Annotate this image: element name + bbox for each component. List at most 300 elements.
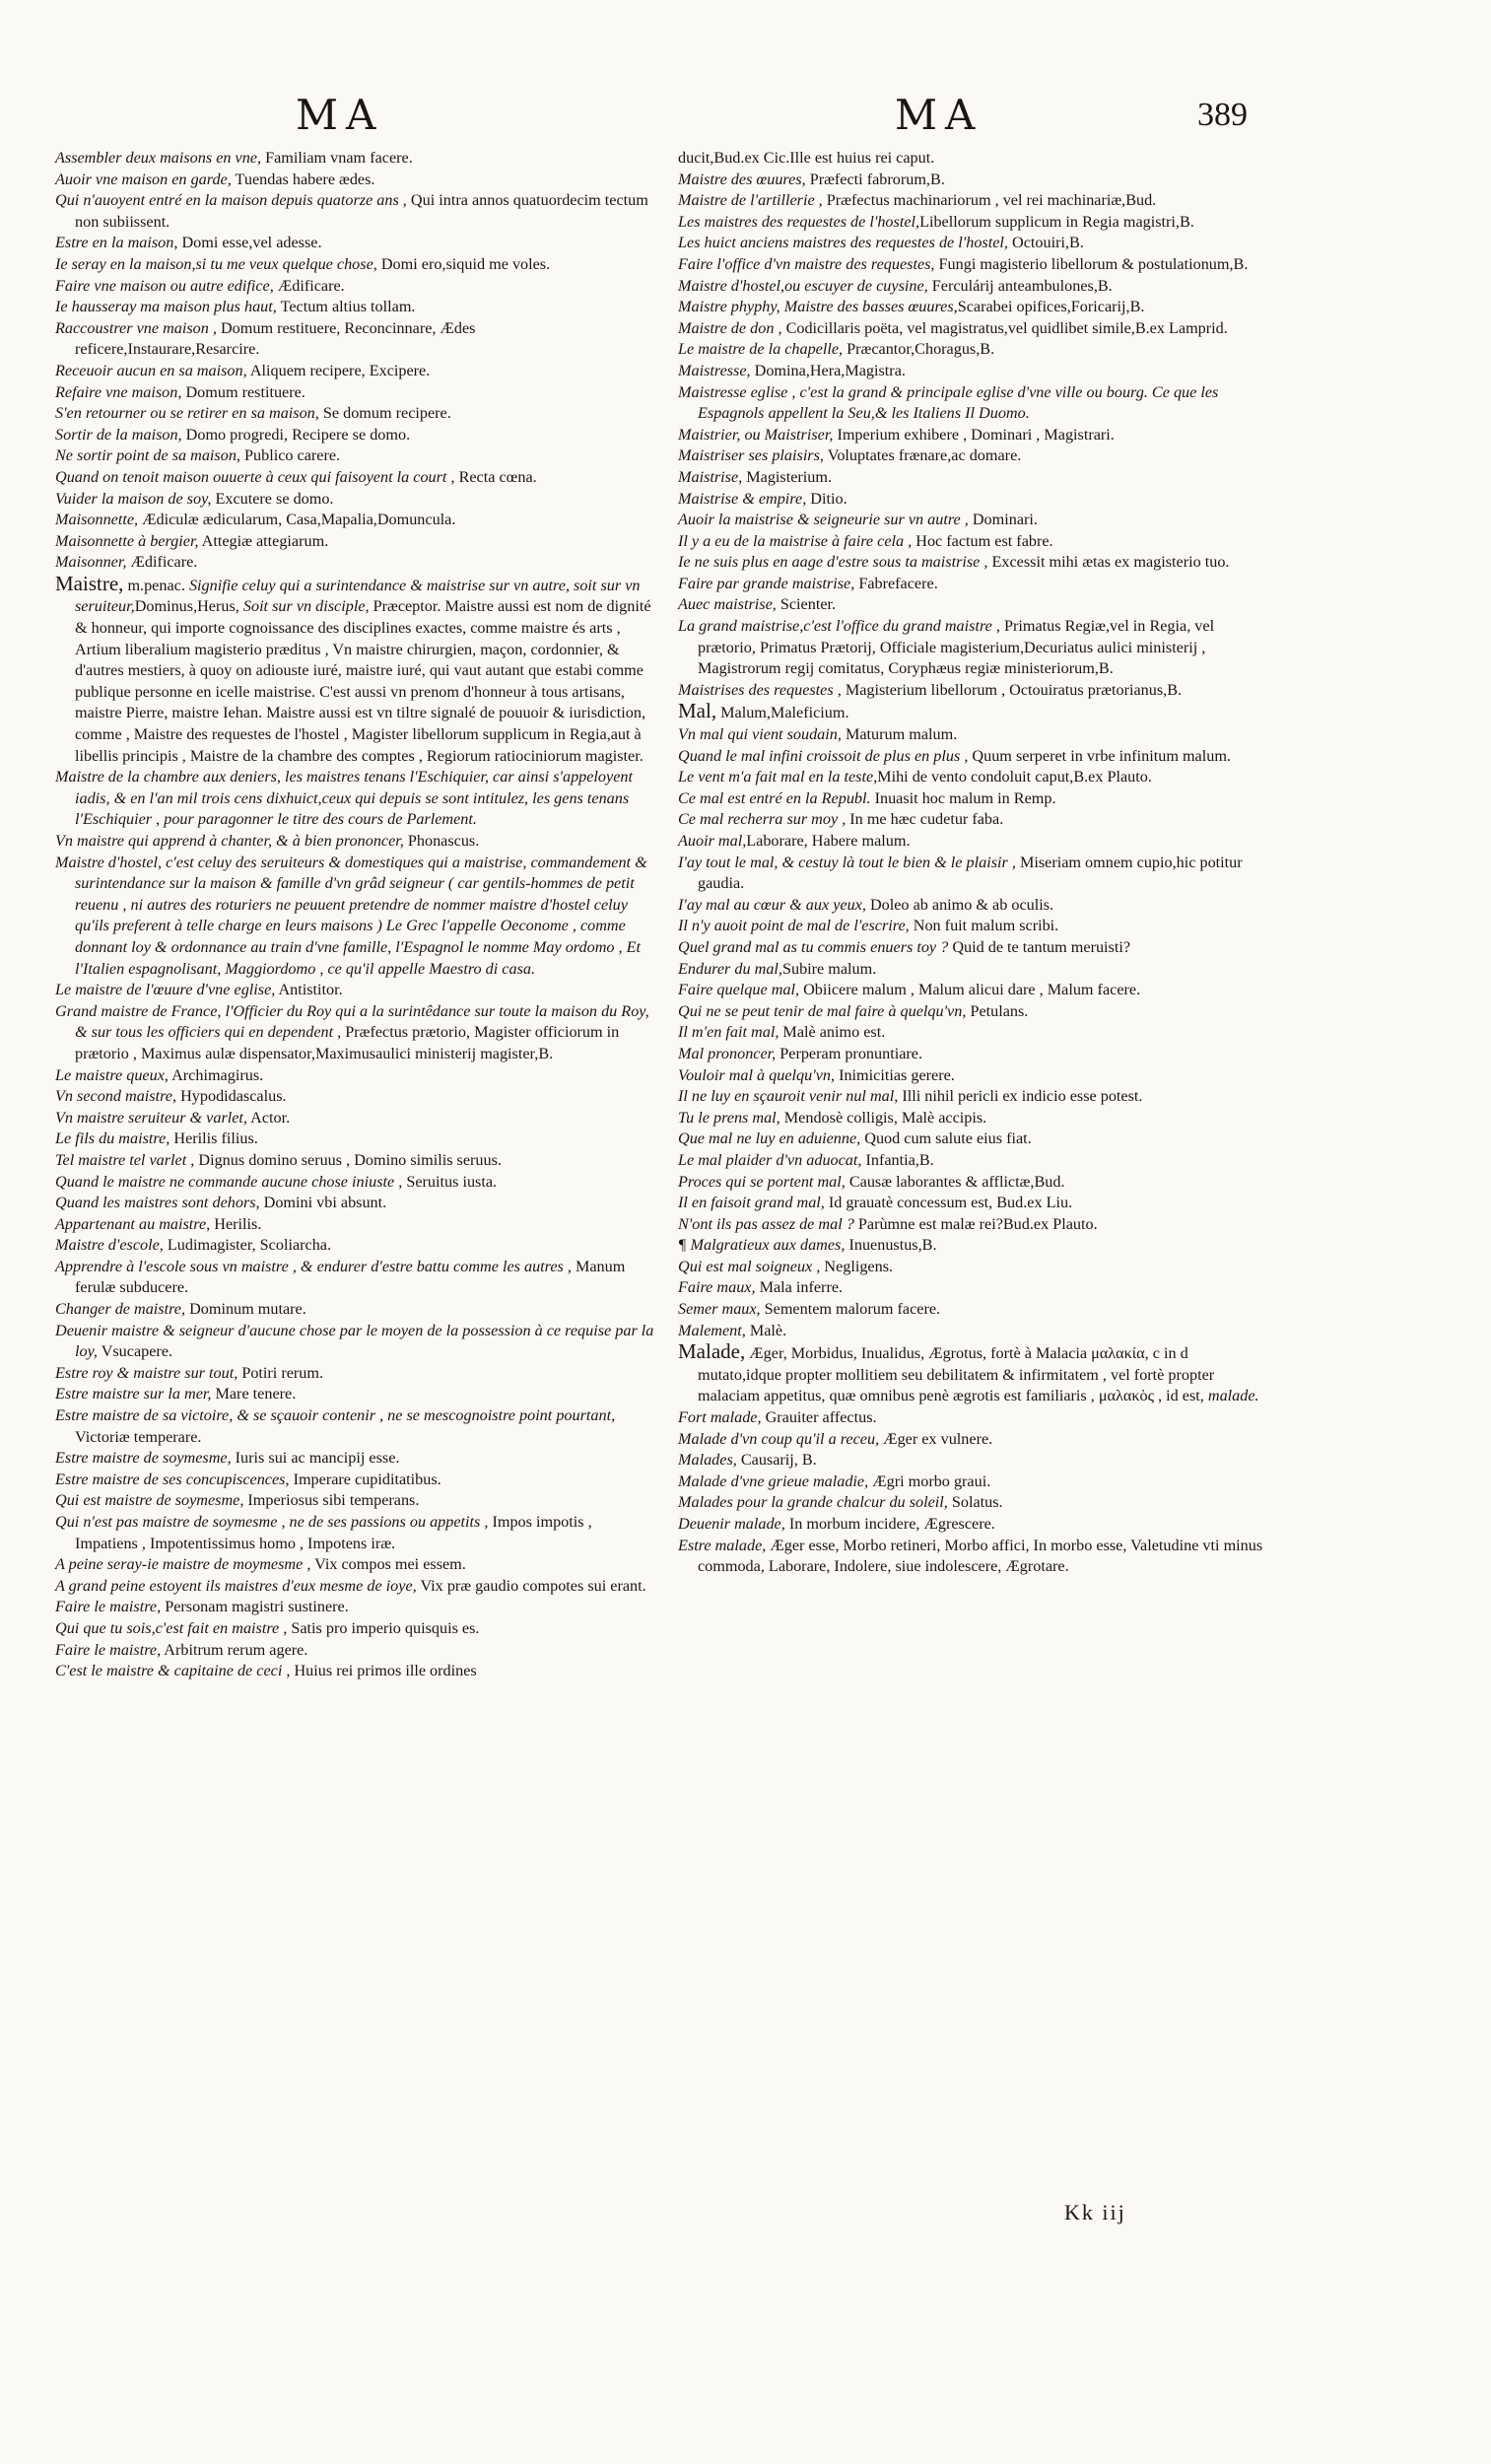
french-phrase: I'ay tout le mal, & cestuy là tout le bien & le plaisir , <box>678 853 1016 871</box>
latin-gloss: Herilis. <box>210 1214 262 1233</box>
dictionary-entry <box>55 170 654 191</box>
latin-gloss: Miseriam omnem cupio,hic potitur gaudia. <box>698 853 1243 893</box>
latin-gloss: Illi nihil pericli ex indicio esse potest. <box>898 1087 1143 1106</box>
latin-gloss: m.penac. <box>123 576 189 594</box>
right-running-head: MA <box>895 91 983 139</box>
latin-gloss: Archimagirus. <box>168 1065 264 1084</box>
french-phrase: Les maistres des requestes de l'hostel, <box>678 212 920 231</box>
dictionary-entry <box>55 1554 654 1576</box>
dictionary-entry <box>55 767 654 831</box>
dictionary-entry <box>55 1618 654 1640</box>
french-phrase: Le vent m'a fait mal en la teste, <box>678 768 878 787</box>
latin-gloss: Iuris sui ac mancipij esse. <box>231 1449 400 1468</box>
dictionary-entry <box>55 233 654 254</box>
dictionary-entry <box>678 318 1269 340</box>
latin-gloss: Potiri rerum. <box>237 1363 324 1382</box>
latin-gloss: Præfectus prætorio, Magister officiorum in prætorio , Maximus aulæ dispensator,Maximusaulici ministerij magister,B. <box>75 1023 620 1062</box>
latin-gloss: Æger ex vulnere. <box>879 1429 993 1448</box>
dictionary-entry <box>678 1429 1269 1451</box>
french-phrase: Maistriser ses plaisirs, <box>678 446 824 465</box>
latin-gloss: Fabrefacere. <box>854 574 938 592</box>
dictionary-entry <box>55 571 654 767</box>
french-phrase: Tel maistre tel varlet , <box>55 1150 195 1169</box>
french-phrase: Maisonner, <box>55 553 127 572</box>
latin-gloss: Infantia,B. <box>861 1150 934 1169</box>
latin-gloss: Primatus Regiæ,vel in Regia, vel prætorio, Primatus Prætorij, Officiale magisterium,Decuriatus aulici ministerij , Magistrorum regij comitatus, Coryphæus regiæ ministeriorum,B. <box>698 617 1215 678</box>
french-phrase: Maistresse, <box>678 361 751 379</box>
dictionary-entry <box>55 1257 654 1299</box>
dictionary-entry <box>55 425 654 446</box>
french-phrase: Quand le mal infini croissoit de plus en plus , <box>678 746 969 765</box>
dictionary-entry <box>55 1214 654 1236</box>
french-phrase: Malades pour la grande chalcur du soleil, <box>678 1493 948 1512</box>
latin-gloss: Causarij, B. <box>736 1451 817 1470</box>
latin-gloss: Mare tenere. <box>211 1385 297 1403</box>
dictionary-entry <box>678 788 1269 810</box>
dictionary-entry <box>55 382 654 404</box>
latin-gloss: Præceptor. Maistre aussi est nom de dignité & honneur, qui importe cognoissance des disciplines exactes, comme maistre és arts , Artium liberalium magisterio præditus , Vn maistre chirurgien, maçon, cordonnier, & d'autres mestiers, à quoy on adiouste iuré, maistre iuré, qui vaut autant que estabi comme publique personne en icelle maistrise. C'est aussi vn prenom d'honneur à tous artisans, maistre Pierre, maistre Iehan. Maistre aussi est vn tiltre signalé de pouuoir & iurisdiction, comme , Maistre des requestes de l'hostel , Magister libellorum supplicum in Regia,aut à libellis principis , Maistre de la chambre des comptes , Regiorum ratiociniorum magister. <box>75 597 651 765</box>
french-phrase: Maistre d'hostel, c'est celuy des seruiteurs & domestiques qui a maistrise, commandement & surintendance sur la maison & famille d'vn grâd seigneur ( car gentils-hommes de petit reuenu , ni autres des roturiers ne peuuent pretendre de nommer maistre d'hostel celuy qu'ils preferent à telle charge en leurs maisons ) Le Grec l'appelle Oeconome , comme donnant loy & ordonnance au train d'vne famille, l'Espagnol le nomme May ordomo , Et l'Italien espagnolisant, Maggiordomo , ce qu'il appelle Maestro di casa. <box>55 853 647 978</box>
latin-gloss: Imperare cupiditatibus. <box>289 1470 441 1488</box>
dictionary-entry <box>678 510 1269 531</box>
french-phrase: Raccoustrer vne maison , <box>55 318 217 337</box>
french-phrase: Qui ne se peut tenir de mal faire à quelqu'vn, <box>678 1001 967 1020</box>
latin-gloss: Ædificare. <box>273 276 345 295</box>
latin-gloss: In morbum incidere, Ægrescere. <box>784 1515 995 1533</box>
latin-gloss: Obiicere malum , Malum alicui dare , Malum facere. <box>799 981 1141 999</box>
dictionary-entry <box>678 959 1269 981</box>
latin-gloss: Quid de te tantum meruisti? <box>948 937 1131 956</box>
french-phrase: Il n'y auoit point de mal de l'escrire, <box>678 917 910 935</box>
dictionary-entry <box>678 980 1269 1001</box>
latin-gloss: Dignus domino seruus , Domino similis seruus. <box>194 1150 502 1169</box>
dictionary-entry <box>678 724 1269 746</box>
dictionary-entry <box>678 680 1269 702</box>
latin-gloss: Satis pro imperio quisquis es. <box>287 1618 480 1637</box>
latin-gloss: Inuenustus,B. <box>845 1236 937 1255</box>
dictionary-entry <box>678 1172 1269 1194</box>
latin-gloss: Quod cum salute eius fiat. <box>860 1129 1032 1148</box>
french-phrase: Semer maux, <box>678 1300 761 1319</box>
french-phrase: Maistresse eglise , c'est la grand & principale eglise d'vne ville ou bourg. Ce que les Espagnols appellent la Seu,& les Italiens Il Duomo. <box>678 382 1219 423</box>
dictionary-entry <box>55 276 654 298</box>
latin-gloss: Excessit mihi ætas ex magisterio tuo. <box>987 553 1230 572</box>
dictionary-entry <box>678 254 1269 276</box>
latin-gloss: Quum serperet in vrbe infinitum malum. <box>968 746 1231 765</box>
dictionary-entry <box>678 1129 1269 1150</box>
dictionary-entry <box>678 1472 1269 1493</box>
dictionary-entry <box>678 916 1269 937</box>
latin-gloss: Domo progredi, Recipere se domo. <box>181 425 411 444</box>
dictionary-entry <box>55 1490 654 1512</box>
french-phrase: malade. <box>1207 1387 1259 1405</box>
dictionary-entry <box>678 1150 1269 1172</box>
latin-gloss: Dominari. <box>968 511 1038 529</box>
french-phrase: Apprendre à l'escole sous vn maistre , & endurer d'estre battu comme les autres , <box>55 1257 572 1275</box>
french-phrase: Quand les maistres sont dehors, <box>55 1194 260 1212</box>
french-phrase: Malement, <box>678 1321 746 1339</box>
french-phrase: Deuenir malade, <box>678 1515 785 1533</box>
latin-gloss: Ferculárij anteambulones,B. <box>927 276 1113 295</box>
dictionary-entry <box>55 148 654 170</box>
french-phrase: Ce mal recherra sur moy , <box>678 810 847 829</box>
french-phrase: Grand maistre de France, l'Officier du Roy qui a la surintêdance sur toute la maison du Roy, & sur tous les officiers qui en dependent , <box>55 1001 649 1042</box>
headword: Mal, <box>678 699 717 723</box>
french-phrase: Estre roy & maistre sur tout, <box>55 1363 238 1382</box>
dictionary-entry <box>678 767 1269 788</box>
dictionary-entry <box>55 1193 654 1214</box>
latin-gloss: Vsucapere. <box>97 1342 173 1361</box>
latin-gloss: Præcantor,Choragus,B. <box>843 340 995 359</box>
french-phrase: Tu le prens mal, <box>678 1108 780 1127</box>
french-phrase: Mal prononcer, <box>678 1044 777 1062</box>
latin-gloss: Phonascus. <box>403 832 480 850</box>
dictionary-entry <box>55 1640 654 1662</box>
french-phrase: Il ne luy en sçauroit venir nul mal, <box>678 1087 899 1106</box>
latin-gloss: In me hæc cudetur faba. <box>846 810 1004 829</box>
latin-gloss: Victoriæ temperare. <box>75 1427 202 1446</box>
latin-gloss: Ludimagister, Scoliarcha. <box>163 1236 332 1255</box>
dictionary-entry <box>55 831 654 853</box>
french-phrase: Il en faisoit grand mal, <box>678 1194 825 1212</box>
latin-gloss: Fungi magisterio libellorum & postulationum,B. <box>934 254 1249 273</box>
dictionary-entry <box>55 361 654 382</box>
dictionary-entry <box>678 489 1269 511</box>
dictionary-entry <box>678 361 1269 382</box>
dictionary-entry <box>678 1257 1269 1278</box>
french-phrase: Auec maistrise, <box>678 595 777 614</box>
french-phrase: Estre maistre sur la mer, <box>55 1385 212 1403</box>
dictionary-entry <box>678 809 1269 831</box>
dictionary-entry <box>55 1384 654 1405</box>
french-phrase: Le maistre queux, <box>55 1065 169 1084</box>
left-column <box>55 148 654 1682</box>
french-phrase: Maistre d'hostel,ou escuyer de cuysine, <box>678 276 928 295</box>
french-phrase: Maistre de don , <box>678 318 782 337</box>
french-phrase: Qui n'est pas maistre de soymesme , ne de ses passions ou appetits , <box>55 1513 489 1531</box>
latin-gloss: Grauiter affectus. <box>761 1408 877 1427</box>
latin-gloss: Petulans. <box>966 1001 1029 1020</box>
dictionary-entry <box>678 1193 1269 1214</box>
french-phrase: Estre maistre de ses concupiscences, <box>55 1470 290 1488</box>
french-phrase: Estre maistre de sa victoire, & se sçauoir contenir , ne se mescognoistre point pourtant, <box>55 1406 616 1425</box>
left-running-head: MA <box>296 91 384 139</box>
dictionary-entry <box>678 1235 1269 1257</box>
latin-gloss: Ædificare. <box>126 553 198 572</box>
dictionary-entry <box>678 831 1269 853</box>
latin-gloss: Maturum malum. <box>841 725 958 744</box>
french-phrase: Vouloir mal à quelqu'vn, <box>678 1065 836 1084</box>
latin-gloss: Domum restituere, Reconcinnare, Ædes reficere,Instaurare,Resarcire. <box>75 318 476 359</box>
latin-gloss: Ditio. <box>806 489 847 508</box>
french-phrase: Le maistre de l'œuure d'vne eglise, <box>55 981 276 999</box>
french-phrase: N'ont ils pas assez de mal ? <box>678 1214 854 1233</box>
french-phrase: ¶ Malgratieux aux dames, <box>678 1236 846 1255</box>
latin-gloss: Præfectus machinariorum , vel rei machinariæ,Bud. <box>822 191 1157 210</box>
latin-gloss: Negligens. <box>820 1257 894 1275</box>
french-phrase: Le mal plaider d'vn aduocat, <box>678 1150 862 1169</box>
dictionary-entry <box>55 1235 654 1257</box>
latin-gloss: Personam magistri sustinere. <box>161 1598 349 1616</box>
dictionary-entry <box>678 148 1269 170</box>
french-phrase: Malades, <box>678 1451 737 1470</box>
french-phrase: Quel grand mal as tu commis enuers toy ? <box>678 937 949 956</box>
latin-gloss: Inuasit hoc malum in Remp. <box>870 788 1056 807</box>
french-phrase: Estre malade, <box>678 1536 767 1554</box>
latin-gloss: Ædiculæ ædicularum, Casa,Mapalia,Domuncula. <box>138 511 456 529</box>
latin-gloss: Manum ferulæ subducere. <box>75 1257 626 1297</box>
latin-gloss: Laborare, Habere malum. <box>746 832 911 850</box>
french-phrase: Faire le maistre, <box>55 1640 162 1659</box>
dictionary-entry <box>678 1086 1269 1108</box>
french-phrase: Maisonnette à bergier, <box>55 531 199 550</box>
french-phrase: Auoir la maistrise & seigneurie sur vn autre , <box>678 511 969 529</box>
french-phrase: Maisonnette, <box>55 511 139 529</box>
latin-gloss: Impos impotis , Impatiens , Impotentissimus homo , Impotens iræ. <box>75 1513 592 1552</box>
latin-gloss: Familiam vnam facere. <box>261 149 413 167</box>
french-phrase: Faire l'office d'vn maistre des requestes, <box>678 254 935 273</box>
dictionary-entry <box>55 1321 654 1363</box>
dictionary-entry <box>678 1001 1269 1023</box>
latin-gloss: Hoc factum est fabre. <box>912 531 1053 550</box>
dictionary-entry <box>678 1341 1269 1407</box>
french-phrase: Changer de maistre, <box>55 1300 186 1319</box>
latin-gloss: Dominum mutare. <box>185 1300 306 1319</box>
french-phrase: Appartenant au maistre, <box>55 1214 211 1233</box>
dictionary-entry <box>678 339 1269 361</box>
latin-gloss: Dominus,Herus, <box>134 597 243 616</box>
dictionary-entry <box>55 254 654 276</box>
latin-gloss: Æger, Morbidus, Inualidus, Ægrotus, fortè à Malacia μαλακία, c in d mutato,idque propter mollitiem seu debilitatem & infirmitatem , vel fortè propter malaciam appetitus, quæ omnibus penè ægrotis est familiaris , μαλακὸς , id est, <box>698 1344 1215 1405</box>
dictionary-entry <box>55 1363 654 1385</box>
dictionary-entry <box>678 1321 1269 1342</box>
latin-gloss: Se domum recipere. <box>318 404 451 423</box>
running-header <box>0 91 1491 150</box>
dictionary-entry <box>678 531 1269 553</box>
french-phrase: Estre en la maison, <box>55 234 178 252</box>
dictionary-entry <box>678 574 1269 595</box>
french-phrase: Maistrises des requestes , <box>678 680 842 699</box>
dictionary-entry <box>678 1022 1269 1044</box>
french-phrase: Faire quelque mal, <box>678 981 800 999</box>
french-phrase: Refaire vne maison, <box>55 382 182 401</box>
dictionary-entry <box>55 489 654 511</box>
french-phrase: Faire vne maison ou autre edifice, <box>55 276 274 295</box>
french-phrase: Maistrier, ou Maistriser, <box>678 425 834 444</box>
dictionary-entry <box>678 1536 1269 1578</box>
french-phrase: Maistre de la chambre aux deniers, les maistres tenans l'Eschiquier, car ainsi s'appeloyent iadis, & en l'an mil trois cens dixhuict,ceux qui depuis se sont intitulez, les gens tenans l'Eschiquier , pour paragonner le titre des cours de Parlement. <box>55 768 633 829</box>
dictionary-entry <box>55 1299 654 1321</box>
dictionary-entry <box>678 594 1269 616</box>
french-phrase: Malade d'vn coup qu'il a receu, <box>678 1429 880 1448</box>
french-phrase: Faire maux, <box>678 1278 756 1297</box>
latin-gloss: Antistitor. <box>275 981 343 999</box>
french-phrase: Vn second maistre, <box>55 1087 177 1106</box>
latin-gloss: Mihi de vento condoluit caput,B.ex Plauto. <box>877 768 1152 787</box>
dictionary-entry <box>55 445 654 467</box>
latin-gloss: Libellorum supplicum in Regia magistri,B. <box>919 212 1194 231</box>
latin-gloss: Perperam pronuntiare. <box>776 1044 922 1062</box>
dictionary-entry <box>55 531 654 553</box>
dictionary-entry <box>678 1044 1269 1065</box>
latin-gloss: Mala inferre. <box>755 1278 844 1297</box>
dictionary-entry <box>55 297 654 318</box>
french-phrase: Quand on tenoit maison ouuerte à ceux qui faisoyent la court , <box>55 467 455 486</box>
french-phrase: A grand peine estoyent ils maistres d'eux mesme de ioye, <box>55 1576 417 1595</box>
latin-gloss: Herilis filius. <box>169 1129 258 1148</box>
latin-gloss: Solatus. <box>947 1493 1003 1512</box>
latin-gloss: Domina,Hera,Magistra. <box>750 361 906 379</box>
dictionary-entry <box>55 1172 654 1194</box>
latin-gloss: Attegiæ attegiarum. <box>198 531 329 550</box>
latin-gloss: Magisterium libellorum , Octouiratus prætorianus,B. <box>841 680 1183 699</box>
latin-gloss: Imperiosus sibi temperans. <box>243 1491 420 1510</box>
latin-gloss: Præfecti fabrorum,B. <box>805 170 945 188</box>
dictionary-entry <box>55 1597 654 1618</box>
french-phrase: Maistrise & empire, <box>678 489 807 508</box>
latin-gloss: Domini vbi absunt. <box>259 1194 387 1212</box>
french-phrase: Le fils du maistre, <box>55 1129 170 1148</box>
latin-gloss: Domi esse,vel adesse. <box>177 234 322 252</box>
dictionary-entry <box>678 233 1269 254</box>
latin-gloss: Seruitus iusta. <box>402 1172 498 1191</box>
french-phrase: Maistre phyphy, Maistre des basses œuures, <box>678 298 958 316</box>
french-phrase: Vn maistre seruiteur & varlet, <box>55 1108 247 1127</box>
dictionary-entry <box>678 170 1269 191</box>
dictionary-entry <box>55 467 654 489</box>
dictionary-entry <box>678 382 1269 425</box>
signature-mark: Kk iij <box>1064 2200 1126 2224</box>
latin-gloss: Octouiri,B. <box>1007 234 1084 252</box>
dictionary-entry <box>55 1448 654 1470</box>
french-phrase: I'ay mal au cœur & aux yeux, <box>678 895 866 914</box>
dictionary-entry <box>678 1450 1269 1472</box>
dictionary-entry <box>55 1086 654 1108</box>
dictionary-entry <box>678 1214 1269 1236</box>
french-phrase: Maistre d'escole, <box>55 1236 164 1255</box>
latin-gloss: Id grauatè concessum est, Bud.ex Liu. <box>824 1194 1073 1212</box>
french-phrase: Auoir mal, <box>678 832 747 850</box>
latin-gloss: Malum,Maleficium. <box>716 704 849 722</box>
dictionary-entry <box>55 853 654 981</box>
french-phrase: Faire le maistre, <box>55 1598 162 1616</box>
latin-gloss: ducit,Bud.ex Cic.Ille est huius rei caput. <box>678 149 935 167</box>
french-phrase: C'est le maistre & capitaine de ceci , <box>55 1662 291 1680</box>
french-phrase: Soit sur vn disciple, <box>242 597 370 616</box>
latin-gloss: Recta cœna. <box>454 467 537 486</box>
dictionary-entry <box>678 895 1269 917</box>
french-phrase: Proces qui se portent mal, <box>678 1172 846 1191</box>
headword: Malade, <box>678 1339 746 1364</box>
dictionary-entry <box>55 1576 654 1598</box>
latin-gloss: Causæ laborantes & afflictæ,Bud. <box>845 1172 1065 1191</box>
dictionary-entry <box>678 190 1269 212</box>
french-phrase: Ie seray en la maison,si tu me veux quelque chose, <box>55 254 377 273</box>
french-phrase: Maistrise, <box>678 467 743 486</box>
latin-gloss: Scarabei opifices,Foricarij,B. <box>957 298 1145 316</box>
french-phrase: Deuenir maistre & seigneur d'aucune chose par le moyen de la possession à ce requise par la loy, <box>55 1321 654 1361</box>
french-phrase: Sortir de la maison, <box>55 425 182 444</box>
dictionary-entry <box>678 1492 1269 1514</box>
latin-gloss: Domi ero,siquid me voles. <box>376 254 551 273</box>
latin-gloss: Hypodidascalus. <box>176 1087 287 1106</box>
dictionary-entry <box>678 937 1269 959</box>
french-phrase: La grand maistrise,c'est l'office du grand maistre , <box>678 617 1000 636</box>
dictionary-entry <box>678 1407 1269 1429</box>
dictionary-entry <box>55 1405 654 1448</box>
french-phrase: Ie ne suis plus en aage d'estre sous ta maistrise , <box>678 553 988 572</box>
dictionary-entry <box>678 1277 1269 1299</box>
french-phrase: Il y a eu de la maistrise à faire cela , <box>678 531 913 550</box>
latin-gloss: Parùmne est malæ rei?Bud.ex Plauto. <box>853 1214 1098 1233</box>
latin-gloss: Domum restituere. <box>181 382 305 401</box>
french-phrase: Signifie celuy qui a surintendance & maistrise sur vn autre, soit sur vn seruiteur, <box>75 576 641 616</box>
latin-gloss: Codicillaris poëta, vel magistratus,vel quidlibet simile,B.ex Lamprid. <box>781 318 1228 337</box>
dictionary-entry <box>678 552 1269 574</box>
french-phrase: Ne sortir point de sa maison, <box>55 446 240 465</box>
french-phrase: Assembler deux maisons en vne, <box>55 149 262 167</box>
latin-gloss: Tuendas habere ædes. <box>231 170 375 188</box>
latin-gloss: Doleo ab animo & ab oculis. <box>865 895 1054 914</box>
latin-gloss: Sementem malorum facere. <box>760 1300 941 1319</box>
latin-gloss: Actor. <box>246 1108 291 1127</box>
dictionary-entry <box>678 1065 1269 1087</box>
french-phrase: Les huict anciens maistres des requestes de l'hostel, <box>678 234 1008 252</box>
latin-gloss: Vix præ gaudio compotes sui erant. <box>416 1576 646 1595</box>
dictionary-entry <box>678 1514 1269 1536</box>
latin-gloss: Ægri morbo graui. <box>868 1472 991 1490</box>
page-number: 389 <box>1197 97 1248 133</box>
dictionary-entry <box>678 1299 1269 1321</box>
latin-gloss: Inimicitias gerere. <box>835 1065 955 1084</box>
latin-gloss: Excutere se domo. <box>211 489 334 508</box>
latin-gloss: Imperium exhibere , Dominari , Magistrari. <box>833 425 1115 444</box>
latin-gloss: Qui intra annos quatuordecim tectum non subiissent. <box>75 191 648 231</box>
dictionary-entry <box>678 276 1269 298</box>
latin-gloss: Subire malum. <box>781 959 877 978</box>
headword: Maistre, <box>55 571 124 595</box>
dictionary-entry <box>678 425 1269 446</box>
french-phrase: A peine seray-ie maistre de moymesme , <box>55 1555 311 1574</box>
dictionary-entry <box>55 1661 654 1682</box>
dictionary-entry <box>678 212 1269 234</box>
french-phrase: Faire par grande maistrise, <box>678 574 855 592</box>
french-phrase: Le maistre de la chapelle, <box>678 340 844 359</box>
dictionary-entry <box>55 980 654 1001</box>
latin-gloss: Non fuit malum scribi. <box>909 917 1059 935</box>
dictionary-entry <box>55 1129 654 1150</box>
right-column <box>678 148 1269 1578</box>
dictionary-entry <box>55 1512 654 1554</box>
dictionary-entry <box>55 1065 654 1087</box>
latin-gloss: Mendosè colligis, Malè accipis. <box>779 1108 987 1127</box>
latin-gloss: Huius rei primos ille ordines <box>290 1662 477 1680</box>
french-phrase: S'en retourner ou se retirer en sa maison, <box>55 404 319 423</box>
latin-gloss: Scienter. <box>776 595 837 614</box>
french-phrase: Ie hausseray ma maison plus haut, <box>55 298 277 316</box>
french-phrase: Vn mal qui vient soudain, <box>678 725 842 744</box>
dictionary-entry <box>55 1150 654 1172</box>
latin-gloss: Æger esse, Morbo retineri, Morbo affici, In morbo esse, Valetudine vti minus commoda, Laborare, Indolere, siue indolescere, Ægrotare. <box>698 1536 1263 1576</box>
french-phrase: Ce mal est entré en la Republ. <box>678 788 871 807</box>
french-phrase: Vn maistre qui apprend à chanter, & à bien prononcer, <box>55 832 404 850</box>
latin-gloss: Magisterium. <box>742 467 833 486</box>
french-phrase: Qui est mal soigneux , <box>678 1257 821 1275</box>
dictionary-entry <box>678 467 1269 489</box>
dictionary-entry <box>678 853 1269 895</box>
latin-gloss: Arbitrum rerum agere. <box>161 1640 308 1659</box>
dictionary-entry <box>678 701 1269 724</box>
